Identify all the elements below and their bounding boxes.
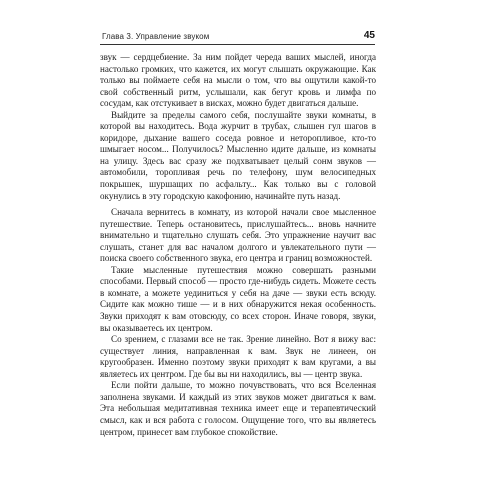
- chapter-title: Глава 3. Управление звуком: [102, 32, 210, 41]
- paragraph: Такие мысленные путешествия можно совершать разными способами. Первый способ — просто где-нибудь сидеть. Можете сесть в комнате, а можете уединиться у себя на даче — звуки есть всюду. Сидите как можно тише — и в них обнаружится некая особенность. Звуки приходят к вам отовсюду, со всех сторон. Иначе говоря, звуки, вы оказываетесь их центром.: [100, 264, 376, 333]
- running-head: [100, 30, 375, 46]
- paragraph: Выйдите за пределы самого себя, послушайте звуки комнаты, в которой вы находитесь. Вода журчит в трубах, слышен гул шагов в коридоре, дыхание вашего соседа ровное и неторопливое, кто-то шмыгает носом... Получилось? Мысленно идите дальше, из комнаты на улицу. Здесь вас сразу же подхватывает целый сонм звуков — автомобили, торопливая речь по телефону, шум велосипедных покрышек, шуршащих по асфальту... Как только вы с головой окунулись в эту городскую какофонию, начинайте путь назад.: [100, 109, 376, 201]
- header-rule: [100, 44, 375, 45]
- body-text: [100, 52, 376, 438]
- paragraph: Со зрением, с глазами все не так. Зрение линейно. Вот я вижу вас: существует линия, направленная к вам. Звук не линеен, он кругообразен. Именно поэтому звуки приходят к вам кругами, а вы являетесь их центром. Где бы вы ни находились, вы — центр звука.: [100, 334, 376, 379]
- paragraph: Сначала вернитесь в комнату, из которой начали свое мысленное путешествие. Теперь остановитесь, прислушайтесь... вновь начните внимательно и тщательно слушать себя. Это упражнение научит вас слушать, станет для вас началом долгого и увлекательного пути — поиска своего собственного звука, его центра и границ возможностей.: [100, 207, 376, 264]
- paragraph: Если пойти дальше, то можно почувствовать, что вся Вселенная заполнена звуками. И каждый из этих звуков может двигаться к вам. Эта небольшая медитативная техника имеет еще и терапевтический смысл, как и вся работа с голосом. Ощущение того, что вы являетесь центром, принесет вам глубокое спокойствие.: [100, 380, 376, 437]
- page-number: 45: [363, 30, 375, 41]
- paragraph: звук — сердцебиение. За ним пойдет череда ваших мыслей, иногда настолько громких, что кажется, их могут слышать окружающие. Как только вы поймаете себя на мысли о том, что вы ощутили какой-то свой собственный ритм, услышали, как бегут кровь и лимфа по сосудам, как отстукивает в висках, можно будет двигаться дальше.: [100, 52, 376, 109]
